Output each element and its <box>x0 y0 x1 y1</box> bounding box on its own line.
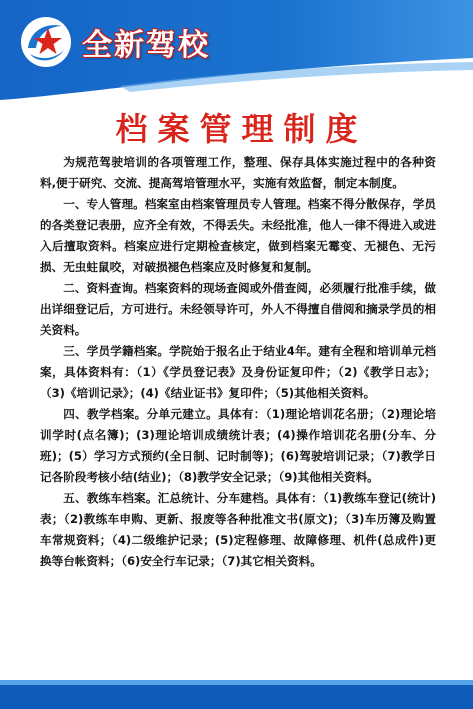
footer-band <box>0 685 473 709</box>
brand <box>18 14 210 70</box>
paragraph-section-5: 五、教练车档案。汇总统计、分车建档。具体有：（1)教练车登记(统计)表；（2)教练车申购、更新、报废等各种批准文书(原文)；（3)车历簿及购置车常规资料；（4)二级维护记录；(5)定程修理、故障修理、机件(总成件)更换等台帐资料；（6)安全行车记录；（7)其它相关资料。 <box>40 491 436 568</box>
page-title: 档案管理制度 <box>115 110 368 148</box>
star-swoosh-logo-icon <box>18 14 74 70</box>
document-body <box>40 152 436 572</box>
paragraph-section-2: 二、资料查询。档案资料的现场查阅或外借查阅，必须履行批准手续，做出详细登记后，方可进行。未经领导许可，外人不得擅自借阅和摘录学员的相关资料。 <box>40 281 436 337</box>
brand-name: 全新驾校 <box>82 28 210 63</box>
paragraph-section-4: 四、教学档案。分单元建立。具体有：（1)理论培训花名册；（2)理论培训学时(点名簿)；(3)理论培训成绩统计表；(4)操作培训花名册(分车、分班)；(5）学习方式预约(全日制、记时制等)；(6)驾驶培训记录；（7)教学日记各阶段考核小结(结业)；（8)教学安全记录；（9)其他相关资料。 <box>40 407 436 484</box>
paragraph-intro: 为规范驾驶培训的各项管理工作，整理、保存具体实施过程中的各种资料,便于研究、交流、提高驾培管理水平，实施有效监督，制定本制度。 <box>40 155 436 190</box>
paragraph-section-3: 三、学员学籍档案。学院始于报名止于结业4年。建有全程和培训单元档案，具体资料有：（1）《学员登记表》及身份证复印件；（2)《教学日志》；（3)《培训记录》；(4)《结业证书》复印件；（5)其他相关资料。 <box>40 344 436 400</box>
paragraph-section-1: 一、专人管理。档案室由档案管理员专人管理。档案不得分散保存，学员的各类登记表册，应齐全有效，不得丢失。未经批准，他人一律不得进入或进入后擅取资料。档案应进行定期检查核定，做到档案无霉变、无褪色、无污损、无虫蛀鼠咬，对破损褪色档案应及时修复和复制。 <box>40 197 436 274</box>
